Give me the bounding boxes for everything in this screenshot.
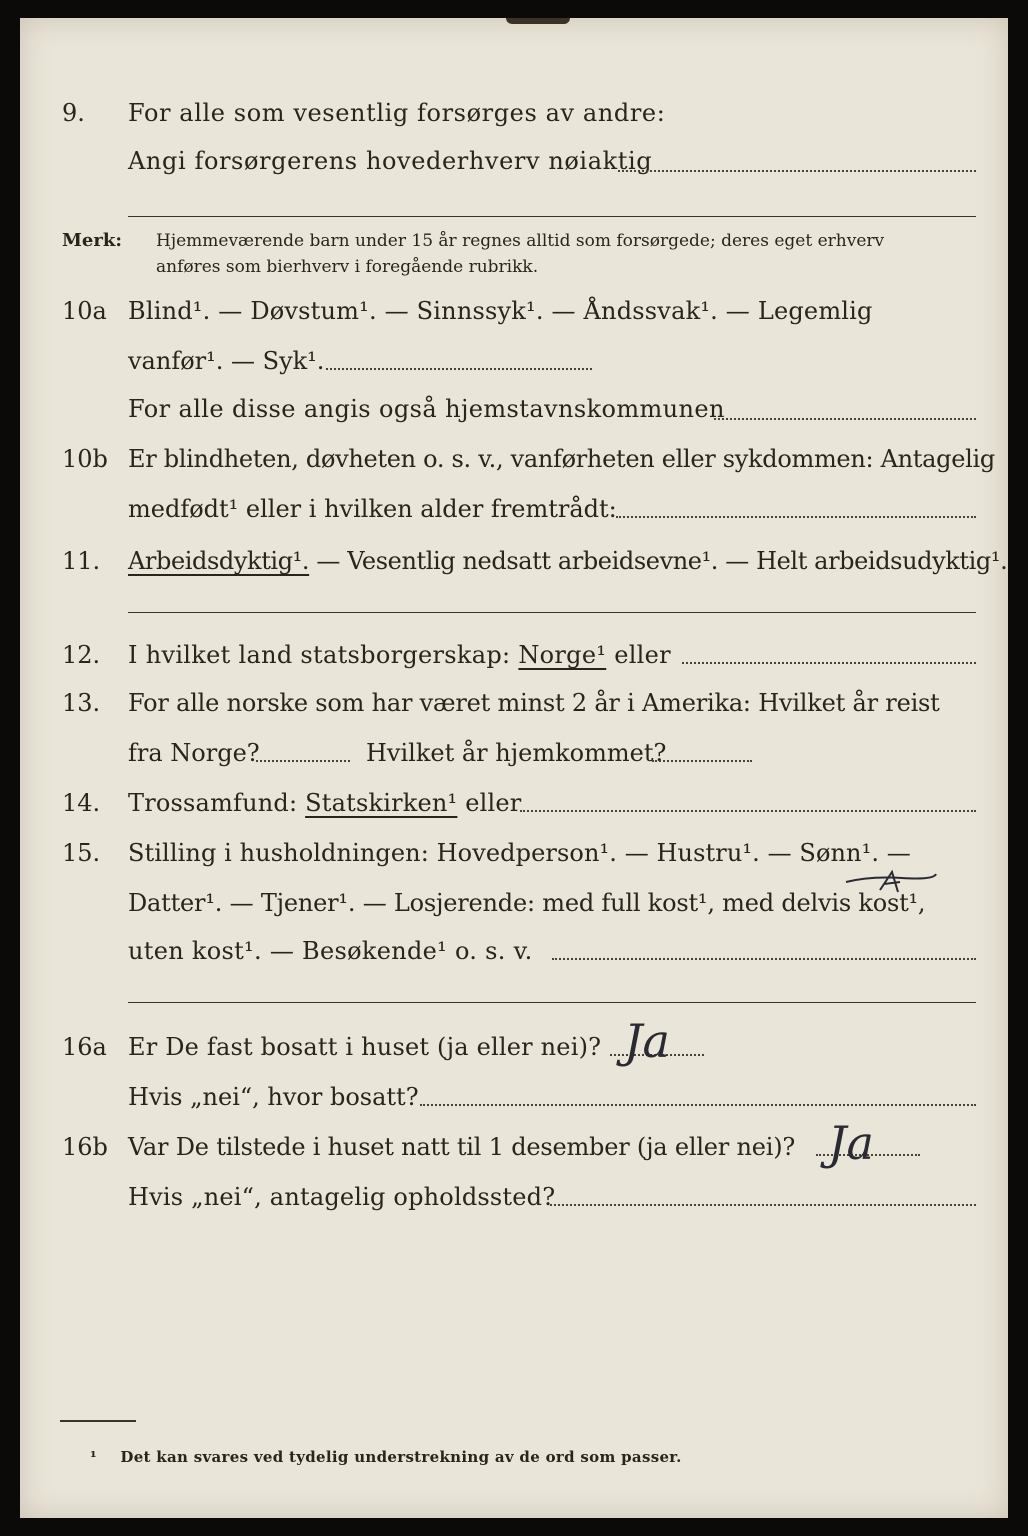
footnote-rule [60,1420,136,1422]
handwritten-answer-16a: Ja [624,1014,670,1068]
item-13-hjemkommet: Hvilket år hjemkommet? [366,739,667,767]
item-16b-line2: Hvis „nei“, antagelig opholdssted? [128,1183,556,1211]
answer-line-16a-bosatt[interactable] [420,1104,976,1106]
answer-line-9b[interactable] [128,216,976,217]
merk-line1: Hjemmeværende barn under 15 år regnes alltid som forsørgede; deres eget erhverv [156,231,885,251]
item-11-text [128,546,1007,576]
item-number: 10a [62,297,107,325]
item-10a-line3: For alle disse angis også hjemstavnskommunen [128,395,725,423]
item-10a-line1: Blind¹. — Døvstum¹. — Sinnssyk¹. — Åndssvak¹. — Legemlig [128,297,873,325]
answer-line-9[interactable] [618,170,976,172]
answer-line-16b-opholdssted[interactable] [550,1204,976,1206]
merk-line2: anføres som bierhverv i foregående rubrikk. [156,257,539,277]
answer-line-12[interactable] [682,662,976,664]
answer-line-15b[interactable] [128,1002,976,1003]
item-16a-line1: Er De fast bosatt i huset (ja eller nei)? [128,1033,602,1061]
answer-line-10a[interactable] [326,368,592,370]
answer-line-13-reist[interactable] [256,760,350,762]
item-number: 9. [62,99,85,127]
item-14-pre: Trossamfund: [128,789,306,817]
answer-line-15[interactable] [552,958,976,960]
handwritten-underline-sonn [840,858,940,898]
item-14-choice-underlined[interactable]: Statskirken¹ [305,789,458,817]
footnote-marker: ¹ [90,1448,97,1466]
item-number: 12. [62,641,101,669]
item-number: 11. [62,547,101,575]
footnote-text: Det kan svares ved tydelig understrekning av de ord som passer. [120,1448,682,1466]
census-form-page [20,18,1008,1518]
item-16b-line1: Var De tilstede i huset natt til 1 desember (ja eller nei)? [128,1133,796,1161]
item-9-line2: Angi forsørgerens hovederhverv nøiaktig [128,147,653,175]
answer-line-10b[interactable] [616,516,976,518]
item-15-line3: uten kost¹. — Besøkende¹ o. s. v. [128,937,533,965]
item-number: 13. [62,689,101,717]
answer-line-11[interactable] [128,612,976,613]
answer-line-13-hjemkommet[interactable] [652,760,752,762]
answer-line-14[interactable] [520,810,976,812]
page-edge-mark [506,18,570,24]
item-10b-line1: Er blindheten, døvheten o. s. v., vanførheten eller sykdommen: Antagelig [128,445,995,473]
item-number: 10b [62,445,108,473]
item-14-post: eller [457,789,522,817]
item-11-choice-underlined[interactable]: Arbeidsdyktig¹. [128,547,310,575]
item-12-pre: I hvilket land statsborgerskap: [128,641,519,669]
item-13-line1: For alle norske som har været minst 2 år i Amerika: Hvilket år reist [128,689,940,717]
item-16a-line2: Hvis „nei“, hvor bosatt? [128,1083,419,1111]
item-13-reist: fra Norge? [128,739,260,767]
handwritten-answer-16b: Ja [828,1116,874,1170]
answer-line-10a-kommune[interactable] [714,418,976,420]
item-number: 16a [62,1033,107,1061]
item-12-text [128,640,671,670]
item-number: 16b [62,1133,108,1161]
item-number: 15. [62,839,101,867]
item-15-line1: Stilling i husholdningen: Hovedperson¹. — Hustru¹. — Sønn¹. — [128,839,911,867]
item-14-text [128,788,521,818]
item-11-rest: — Vesentlig nedsatt arbeidsevne¹. — Helt arbeidsudyktig¹. [309,547,1008,575]
item-10a-line2: vanfør¹. — Syk¹. [128,347,325,375]
footnote [90,1448,682,1466]
item-number: 14. [62,789,101,817]
item-10b-line2: medfødt¹ eller i hvilken alder fremtrådt: [128,495,617,523]
item-12-choice-underlined[interactable]: Norge¹ [518,641,607,669]
item-9-line1: For alle som vesentlig forsørges av andre: [128,99,666,127]
merk-label: Merk: [62,230,122,251]
item-12-post: eller [606,641,671,669]
item-15-line2: Datter¹. — Tjener¹. — Losjerende: med full kost¹, med delvis kost¹, [128,889,926,917]
